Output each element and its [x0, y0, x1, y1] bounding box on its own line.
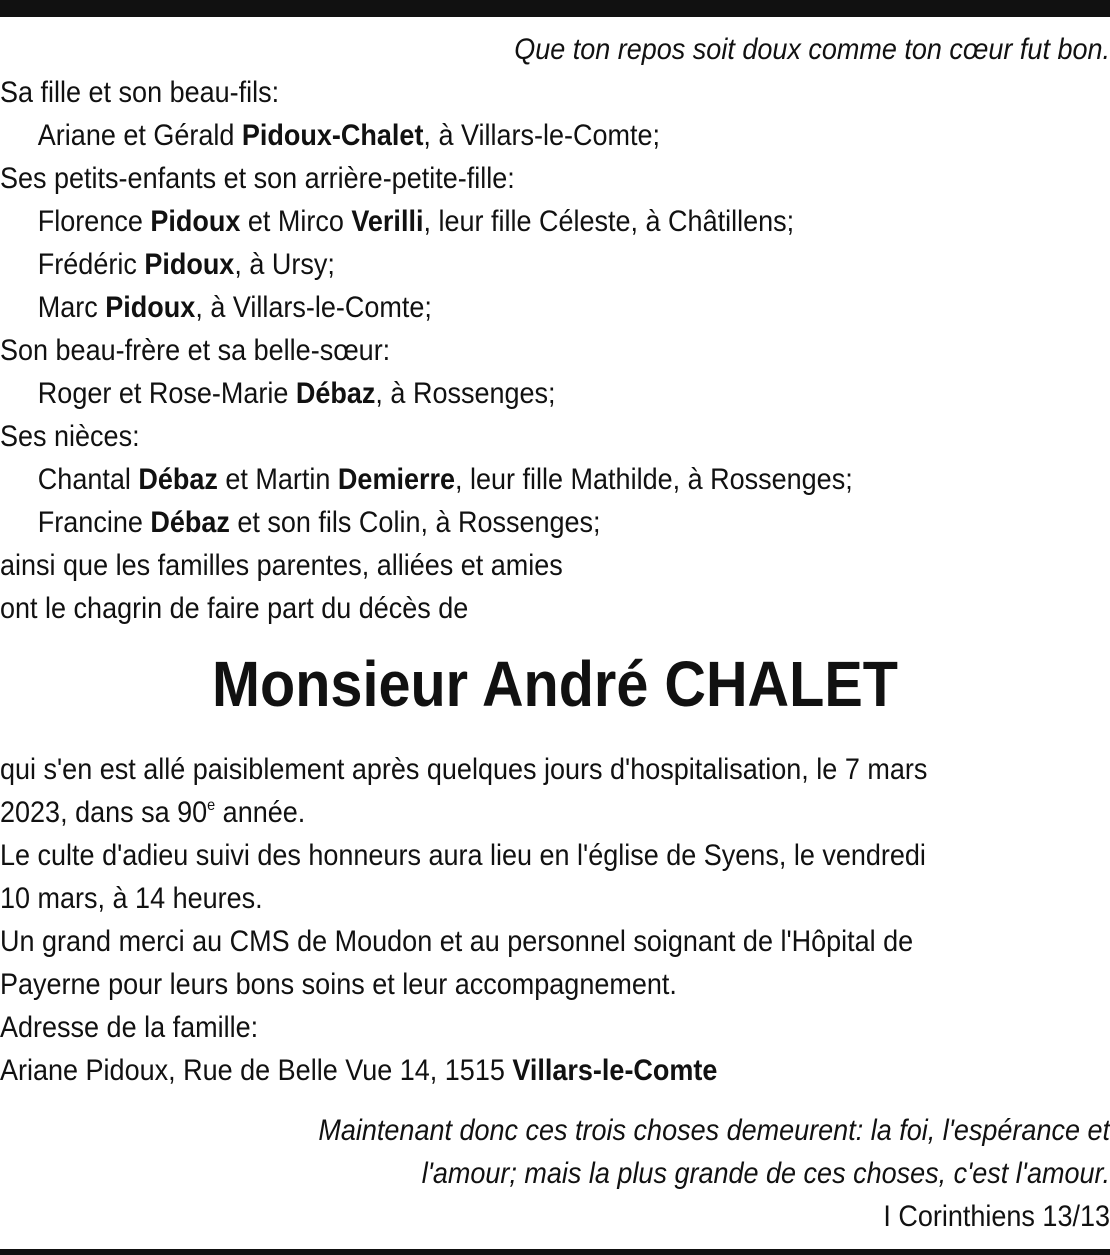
family-group-heading-grandchildren: Ses petits-enfants et son arrière-petite-fille: [0, 162, 515, 195]
family-member-line: Ariane et Gérald Pidoux-Chalet, à Villars-le-Comte; [37, 119, 661, 152]
family-group-heading-nieces: Ses nièces: [0, 420, 140, 453]
family-group-heading-daughter: Sa fille et son beau-fils: [0, 76, 280, 109]
closing-line-announcement: ont le chagrin de faire part du décès de [0, 592, 469, 625]
closing-quote-line: Maintenant donc ces trois choses demeurent: la foi, l'espérance et [318, 1114, 1110, 1147]
bottom-rule [0, 1249, 1110, 1255]
closing-quote-line: l'amour; mais la plus grande de ces choses, c'est l'amour. [421, 1157, 1110, 1190]
top-quote: Que ton repos soit doux comme ton cœur fut bon. [514, 33, 1110, 66]
body-paragraph-thanks: Un grand merci au CMS de Moudon et au personnel soignant de l'Hôpital de Payerne pour leurs bons soins et leur accompagnement. [0, 925, 914, 1001]
obituary-notice [0, 28, 1110, 1238]
family-member-line: Francine Débaz et son fils Colin, à Rossenges; [37, 506, 601, 539]
closing-line-relatives: ainsi que les familles parentes, alliées et amies [0, 549, 563, 582]
closing-quote-reference: I Corinthiens 13/13 [883, 1200, 1110, 1233]
top-rule [0, 0, 1110, 17]
family-group-heading-in-laws: Son beau-frère et sa belle-sœur: [0, 334, 391, 367]
deceased-name: Monsieur André CHALET [212, 648, 898, 720]
family-member-line: Frédéric Pidoux, à Ursy; [37, 248, 335, 281]
family-member-line: Chantal Débaz et Martin Demierre, leur fille Mathilde, à Rossenges; [37, 463, 853, 496]
family-member-line: Florence Pidoux et Mirco Verilli, leur fille Céleste, à Châtillens; [37, 205, 795, 238]
closing-quote [0, 1109, 1110, 1238]
family-member-line: Marc Pidoux, à Villars-le-Comte; [37, 291, 432, 324]
family-address: Adresse de la famille: Ariane Pidoux, Rue de Belle Vue 14, 1515 Villars-le-Comte [0, 1011, 718, 1087]
body-paragraph-service: Le culte d'adieu suivi des honneurs aura lieu en l'église de Syens, le vendredi 10 mars, à 14 heures. [0, 839, 926, 915]
family-member-line: Roger et Rose-Marie Débaz, à Rossenges; [37, 377, 556, 410]
body-paragraph-passing: qui s'en est allé paisiblement après quelques jours d'hospitalisation, le 7 mars 2023, dans sa 90e année. [0, 753, 928, 829]
